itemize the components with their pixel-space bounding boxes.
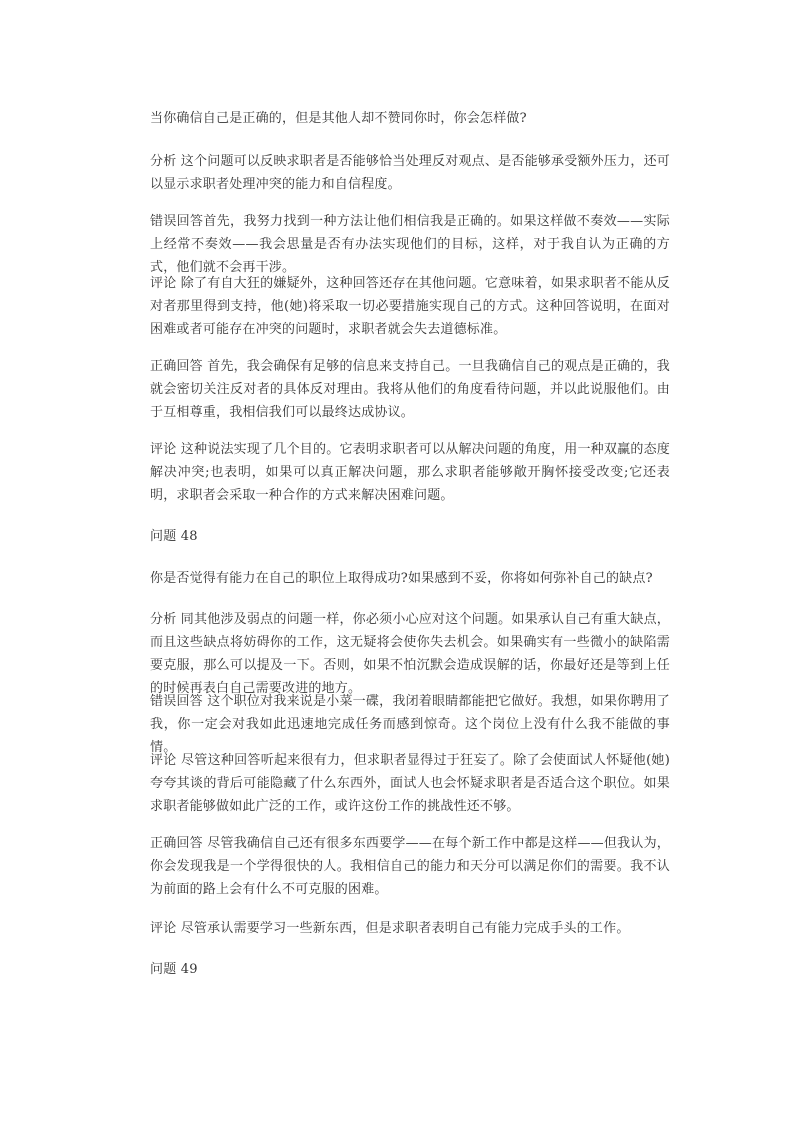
wrong-answer-paragraph: 错误回答 这个职位对我来说是小菜一碟，我闭着眼睛都能把它做好。我想，如果你聘用了我，你一定会对我如此迅速地完成任务而感到惊奇。这个岗位上没有什么我不能做的事情。 bbox=[150, 694, 670, 755]
comment-paragraph: 评论 这种说法实现了几个目的。它表明求职者可以从解决问题的角度，用一种双赢的态度解决冲突;也表明，如果可以真正解决问题，那么求职者能够敞开胸怀接受改变;它还表明，求职者会采取一种合作的方式来解决困难问题。 bbox=[150, 442, 670, 503]
comment-paragraph: 评论 尽管承认需要学习一些新东西，但是求职者表明自己有能力完成手头的工作。 bbox=[150, 921, 630, 936]
question-text: 你是否觉得有能力在自己的职位上取得成功?如果感到不妥，你将如何弥补自己的缺点? bbox=[150, 571, 653, 586]
analysis-paragraph: 分析 这个问题可以反映求职者是否能够恰当处理反对观点、是否能够承受额外压力，还可以显示求职者处理冲突的能力和自信程度。 bbox=[150, 154, 670, 192]
wrong-answer-paragraph: 错误回答首先，我努力找到一种方法让他们相信我是正确的。如果这样做不奏效——实际上经常不奏效——我会思量是否有办法实现他们的目标，这样，对于我自认为正确的方式，他们就不会再干涉。 bbox=[150, 214, 670, 275]
question-number-heading: 问题 49 bbox=[150, 962, 198, 977]
comment-paragraph: 评论 尽管这种回答听起来很有力，但求职者显得过于狂妄了。除了会使面试人怀疑他(她)夸夸其谈的背后可能隐藏了什么东西外，面试人也会怀疑求职者是否适合这个职位。如果求职者能够做如此广泛的工作，或许这份工作的挑战性还不够。 bbox=[150, 753, 670, 814]
correct-answer-paragraph: 正确回答 尽管我确信自己还有很多东西要学——在每个新工作中都是这样——但我认为，你会发现我是一个学得很快的人。我相信自己的能力和天分可以满足你们的需要。我不认为前面的路上会有什么不可克服的困难。 bbox=[150, 836, 670, 897]
correct-answer-paragraph: 正确回答 首先，我会确保有足够的信息来支持自己。一旦我确信自己的观点是正确的，我就会密切关注反对者的具体反对理由。我将从他们的角度看待问题，并以此说服他们。由于互相尊重，我相信我们可以最终达成协议。 bbox=[150, 359, 670, 420]
analysis-paragraph: 分析 同其他涉及弱点的问题一样，你必须小心应对这个问题。如果承认自己有重大缺点，而且这些缺点将妨碍你的工作，这无疑将会使你失去机会。如果确实有一些微小的缺陷需要克服，那么可以提及一下。否则，如果不怕沉默会造成误解的话，你最好还是等到上任的时候再表白自己需要改进的地方。 bbox=[150, 612, 670, 696]
question-number-heading: 问题 48 bbox=[150, 529, 198, 544]
comment-paragraph: 评论 除了有自大狂的嫌疑外，这种回答还存在其他问题。它意味着，如果求职者不能从反对者那里得到支持，他(她)将采取一切必要措施实现自己的方式。这种回答说明，在面对困难或者可能存在冲突的问题时，求职者就会失去道德标准。 bbox=[150, 276, 670, 337]
question-text: 当你确信自己是正确的，但是其他人却不赞同你时，你会怎样做? bbox=[150, 111, 527, 126]
